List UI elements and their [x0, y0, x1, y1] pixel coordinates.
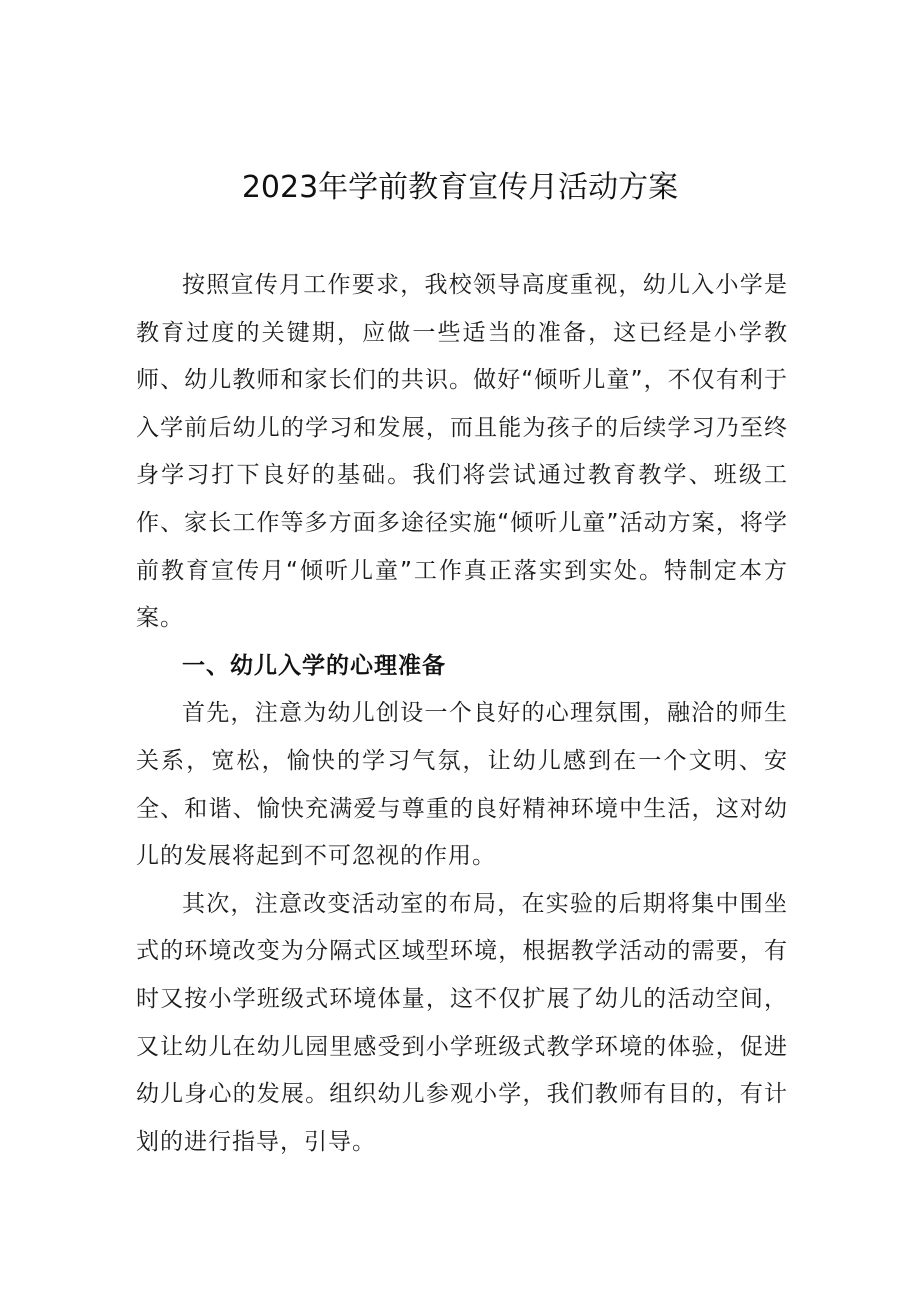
document-title: 2023年学前教育宣传月活动方案	[241, 170, 679, 205]
intro-paragraph: 按照宣传月工作要求，我校领导高度重视，幼儿入小学是教育过度的关键期，应做一些适当的准备，这已经是小学教师、幼儿教师和家长们的共识。做好“倾听儿童”，不仅有利于入学前后幼儿的学习和发展，而且能为孩子的后续学习乃至终身学习打下良好的基础。我们将尝试通过教育教学、班级工作、家长工作等多方面多途径实施“倾听儿童”活动方案，将学前教育宣传月“倾听儿童”工作真正落实到实处。特制定本方案。	[136, 272, 788, 632]
section-heading-1: 一、幼儿入学的心理准备	[182, 652, 446, 679]
document-body	[136, 262, 788, 1166]
section-paragraph: 首先，注意为幼儿创设一个良好的心理氛围，融洽的师生关系，宽松，愉快的学习气氛，让幼儿感到在一个文明、安全、和谐、愉快充满爱与尊重的良好精神环境中生活，这对幼儿的发展将起到不可忽视的作用。	[136, 700, 788, 870]
section-paragraph: 其次，注意改变活动室的布局，在实验的后期将集中围坐式的环境改变为分隔式区域型环境，根据教学活动的需要，有时又按小学班级式环境体量，这不仅扩展了幼儿的活动空间，又让幼儿在幼儿园里感受到小学班级式教学环境的体验，促进幼儿身心的发展。组织幼儿参观小学，我们教师有目的，有计划的进行指导，引导。	[136, 890, 788, 1155]
